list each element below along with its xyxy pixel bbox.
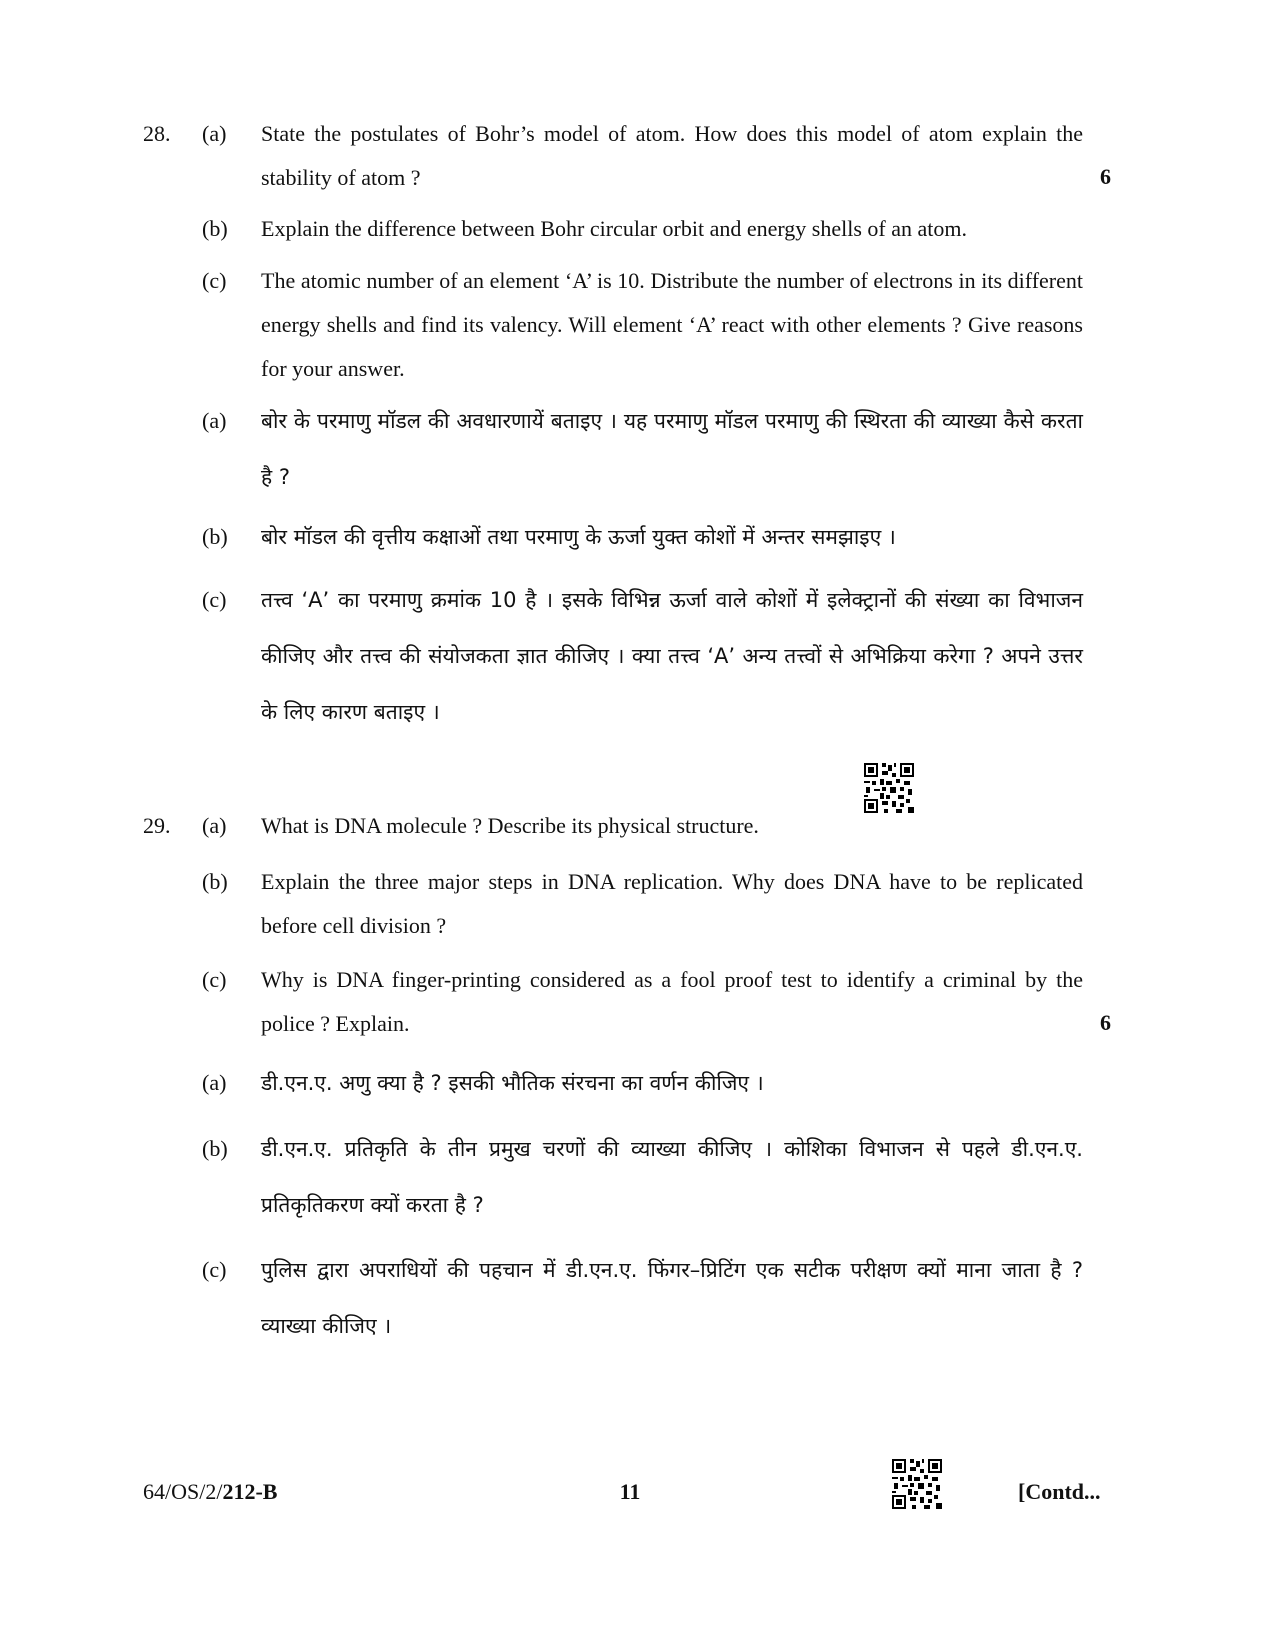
q28-hindi-b-text: बोर मॉडल की वृत्तीय कक्षाओं तथा परमाणु के ऊर्जा युक्त कोशों में अन्तर समझाइए । — [261, 525, 896, 549]
q28-part-c-text: The atomic number of an element ‘A’ is 10. Distribute the number of electrons in its different energy shells and find its valency. Will element ‘A’ react with other elements ? Give reasons for your answer. — [261, 268, 1083, 381]
q29-hindi-b-text: डी.एन.ए. प्रतिकृति के तीन प्रमुख चरणों की व्याख्या कीजिए । कोशिका विभाजन से पहले डी.एन.ए. प्रतिकृतिकरण क्यों करता है ? — [261, 1137, 1083, 1217]
q28-part-b-label: (b) — [202, 216, 228, 241]
q28-hindi-a-text: बोर के परमाणु मॉडल की अवधारणायें बताइए । यह परमाणु मॉडल परमाणु की स्थिरता की व्याख्या कैसे करता है ? — [261, 409, 1083, 489]
q29-part-c-text: Why is DNA finger-printing considered as a fool proof test to identify a criminal by the police ? Explain. — [261, 967, 1083, 1036]
qr-code-icon — [892, 1459, 942, 1509]
q29-part-a-text: What is DNA molecule ? Describe its physical structure. — [261, 813, 759, 838]
q29-part-a-label: (a) — [202, 813, 227, 838]
q29-marks: 6 — [1100, 1010, 1111, 1035]
q29-part-b-text: Explain the three major steps in DNA replication. Why does DNA have to be replicated before cell division ? — [261, 869, 1083, 938]
q29-part-b-label: (b) — [202, 869, 228, 894]
continued-label: [Contd... — [1018, 1479, 1101, 1504]
paper-code-bold: 212-B — [222, 1479, 278, 1504]
q28-part-a-text: State the postulates of Bohr’s model of atom. How does this model of atom explain the stability of atom ? — [261, 121, 1083, 190]
q28-hindi-c-text: तत्त्व ‘A’ का परमाणु क्रमांक 10 है । इसके विभिन्न ऊर्जा वाले कोशों में इलेक्ट्रानों की संख्या का विभाजन कीजिए और तत्त्व की संयोजकता ज्ञात कीजिए । क्या तत्त्व ‘A’ अन्य तत्त्वों से अभिक्रिया करेगा ? अपने उत्तर के लिए कारण बताइए । — [261, 588, 1083, 724]
q29-hindi-c-text: पुलिस द्वारा अपराधियों की पहचान में डी.एन.ए. फिंगर–प्रिटिंग एक सटीक परीक्षण क्यों माना जाता है ? व्याख्या कीजिए । — [261, 1258, 1083, 1338]
q28-hindi-c-label: (c) — [202, 587, 227, 612]
q28-hindi-b-label: (b) — [202, 524, 228, 549]
q28-part-a-label: (a) — [202, 121, 227, 146]
q29-part-c-label: (c) — [202, 967, 227, 992]
paper-code-prefix: 64/OS/2/ — [143, 1479, 223, 1504]
question-number-28: 28. — [143, 121, 171, 146]
q28-hindi-a-label: (a) — [202, 408, 227, 433]
paper-code — [143, 1477, 277, 1507]
q28-part-b-text: Explain the difference between Bohr circular orbit and energy shells of an atom. — [261, 216, 967, 241]
q28-marks: 6 — [1100, 164, 1111, 189]
question-number-29: 29. — [143, 813, 171, 838]
q29-hindi-a-label: (a) — [202, 1070, 227, 1095]
page-number: 11 — [619, 1479, 641, 1504]
q28-part-c-label: (c) — [202, 268, 227, 293]
q29-hindi-a-text: डी.एन.ए. अणु क्या है ? इसकी भौतिक संरचना का वर्णन कीजिए । — [261, 1071, 764, 1095]
q29-hindi-c-label: (c) — [202, 1257, 227, 1282]
q29-hindi-b-label: (b) — [202, 1136, 228, 1161]
